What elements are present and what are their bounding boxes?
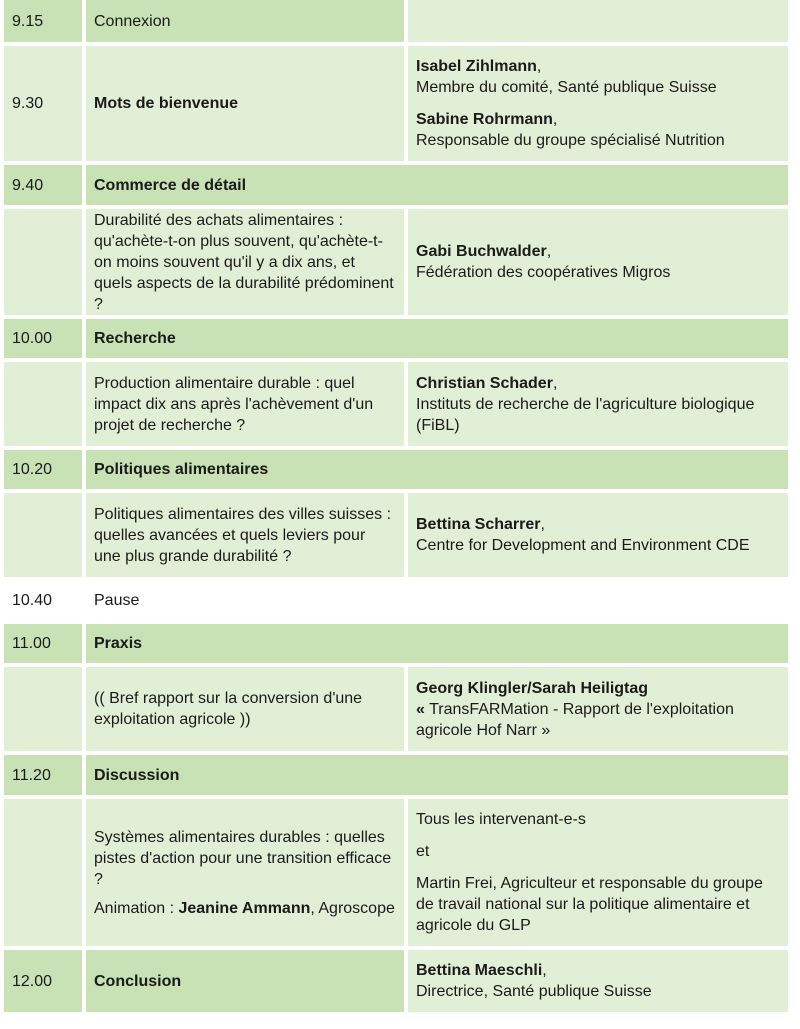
- time-cell: [4, 319, 82, 358]
- speaker-role: Responsable du groupe spécialisé Nutrition: [416, 132, 725, 149]
- session-title-cell: [86, 46, 404, 161]
- topic-cell: [86, 667, 404, 751]
- time-cell: [4, 755, 82, 795]
- section-title: Recherche: [94, 330, 176, 347]
- topic-text: Durabilité des achats alimentaires : qu'achète-t-on plus souvent, qu'achète-t-on moins souvent qu'il y a dix ans, et quels aspects de la durabilité prédominent ?: [94, 211, 394, 313]
- speaker-name: Georg Klingler/Sarah Heiligtag: [416, 679, 649, 697]
- time-cell: [4, 46, 82, 161]
- speaker-role: Centre for Development and Environment CDE: [416, 537, 750, 554]
- session-title: Mots de bienvenue: [94, 95, 239, 112]
- time-text: 9.40: [12, 176, 44, 194]
- time-text: 9.30: [12, 95, 44, 112]
- session-title: Pause: [94, 592, 140, 609]
- topic-cell: [86, 493, 404, 577]
- time-cell: [4, 450, 82, 489]
- topic-cell: [86, 209, 404, 315]
- topic-cell: [86, 799, 404, 946]
- topic-text: Production alimentaire durable : quel impact dix ans après l'achèvement d'un projet de recherche ?: [94, 374, 374, 434]
- time-cell: [4, 0, 82, 42]
- separator-comma: ,: [552, 111, 558, 128]
- speaker-conjunction: et: [416, 843, 430, 860]
- speaker-cell: [408, 667, 788, 751]
- time-cell: [4, 799, 82, 946]
- speaker-role: [416, 699, 780, 741]
- speaker-cell: [408, 493, 788, 577]
- separator-comma: ,: [546, 243, 552, 260]
- time-cell: [4, 209, 82, 315]
- speaker-name: Christian Schader: [416, 374, 553, 392]
- time-cell: [4, 581, 82, 620]
- time-cell: [4, 165, 82, 205]
- session-title-cell: [86, 950, 404, 1012]
- time-text: 10.20: [12, 461, 53, 478]
- section-title-cell: [86, 450, 788, 489]
- speaker-cell: [408, 209, 788, 315]
- speaker-cell: [408, 950, 788, 1012]
- speaker-role: Membre du comité, Santé publique Suisse: [416, 79, 717, 96]
- speaker-name: Bettina Maeschli: [416, 962, 543, 979]
- session-title-cell: [86, 0, 404, 42]
- separator-comma: ,: [552, 374, 558, 392]
- separator-comma: ,: [536, 58, 542, 75]
- speaker-role: Instituts de recherche de l'agriculture biologique (FiBL): [416, 395, 755, 434]
- separator-comma: ,: [542, 962, 547, 979]
- topic-text: Politiques alimentaires des villes suisses : quelles avancées et quels leviers pour une plus grande durabilité ?: [94, 505, 392, 565]
- time-text: 11.20: [12, 766, 51, 784]
- time-cell: [4, 362, 82, 446]
- topic-text: (( Bref rapport sur la conversion d'une exploitation agricole )): [94, 690, 363, 728]
- speaker-all: Tous les intervenant-e-s: [416, 811, 586, 828]
- section-title-cell: [86, 624, 788, 663]
- speaker-cell: [408, 799, 788, 946]
- session-title: Conclusion: [94, 972, 182, 990]
- speaker-name: Gabi Buchwalder: [416, 243, 547, 260]
- time-text: 11.00: [12, 635, 51, 652]
- moderation-label: Animation :: [94, 899, 179, 917]
- topic-cell: [86, 362, 404, 446]
- quote-open: «: [416, 700, 425, 718]
- speaker-name: Sabine Rohrmann: [416, 111, 553, 128]
- speaker-role: Martin Frei, Agriculteur et responsable du groupe de travail national sur la politique alimentaire et agricole du GLP: [416, 875, 763, 934]
- speaker-cell: [408, 0, 788, 42]
- agenda-table: [4, 0, 788, 1012]
- topic-text: Systèmes alimentaires durables : quelles pistes d'action pour une transition efficace ?: [94, 828, 392, 888]
- session-title: Connexion: [94, 12, 171, 30]
- section-title-cell: [86, 319, 788, 358]
- section-title: Discussion: [94, 766, 180, 784]
- time-text: 10.00: [12, 330, 53, 347]
- time-cell: [4, 667, 82, 751]
- speaker-role-text: TransFARMation - Rapport de l'exploitation agricole Hof Narr »: [416, 700, 734, 739]
- section-title-cell: [86, 755, 788, 795]
- speaker-name: Bettina Scharrer: [416, 516, 541, 533]
- section-title-cell: [86, 165, 788, 205]
- time-text: 10.40: [12, 592, 53, 609]
- moderation-line: [94, 898, 396, 919]
- time-cell: [4, 624, 82, 663]
- section-title: Praxis: [94, 635, 143, 652]
- speaker-cell: [408, 46, 788, 161]
- speaker-role: Fédération des coopératives Migros: [416, 264, 671, 281]
- time-cell: [4, 493, 82, 577]
- speaker-cell: [408, 362, 788, 446]
- separator-comma: ,: [540, 516, 545, 533]
- section-title: Commerce de détail: [94, 176, 247, 194]
- section-title: Politiques alimentaires: [94, 461, 269, 478]
- session-title-cell: [86, 581, 788, 620]
- time-text: 12.00: [12, 972, 53, 990]
- time-text: 9.15: [12, 12, 44, 30]
- moderator-org: , Agroscope: [310, 899, 395, 917]
- speaker-role: Directrice, Santé publique Suisse: [416, 983, 652, 1000]
- speaker-name: Isabel Zihlmann: [416, 58, 537, 75]
- time-cell: [4, 950, 82, 1012]
- moderator-name: Jeanine Ammann: [178, 899, 311, 917]
